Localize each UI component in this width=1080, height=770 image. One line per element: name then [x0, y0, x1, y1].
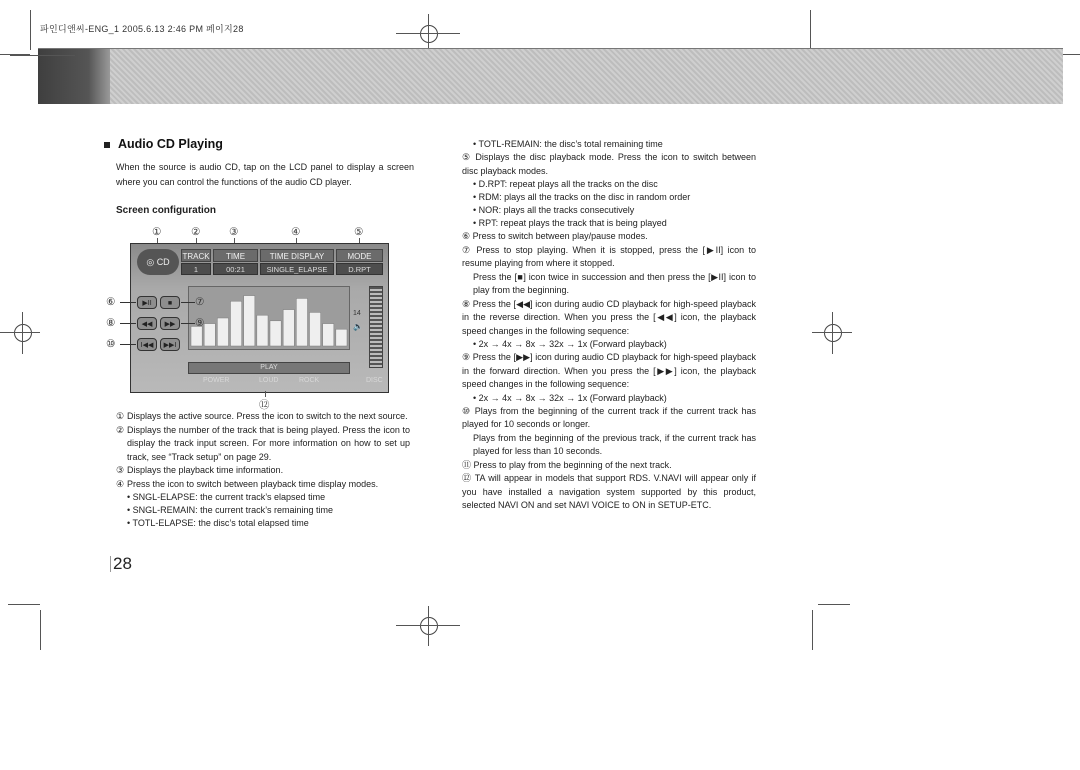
registration-line — [0, 332, 40, 333]
speed-sequence: • 2x → 4x → 8x → 32x → 1x (Forward playback) — [473, 392, 667, 403]
item-7-detail: Press the [■] icon twice in succession and then press the [▶II] icon to play from the beginning. — [473, 271, 756, 295]
cd-player-screen — [130, 243, 389, 393]
list-item — [116, 478, 410, 492]
item-8: ⑧ Press the [◀◀] icon during audio CD playback for high-speed playback in the reverse direction. When you press the [◀◀] icon, the playback speed changes in the following sequence: — [462, 298, 756, 336]
source-label: CD — [156, 257, 170, 267]
left-item-list — [116, 410, 410, 530]
preset-loud[interactable]: LOUD — [259, 377, 279, 384]
bullet-item: • NOR: plays all the tracks consecutively — [473, 205, 635, 215]
bullet-item: • TOTL-ELAPSE: the disc’s total elapsed time — [127, 518, 309, 528]
callout-6: ⑥ — [106, 296, 116, 308]
callout-7: ⑦ — [195, 296, 205, 308]
callout-4: ④ — [291, 226, 301, 238]
eq-bar — [217, 318, 228, 346]
bullet-item: • RPT: repeat plays the track that is being played — [473, 218, 667, 228]
previous-track-button[interactable]: I◀◀ — [137, 338, 157, 351]
item-9: ⑨ Press the [▶▶] icon during audio CD playback for high-speed playback in the forward direction. When you press the [▶▶] icon, the playback speed changes in the following sequence: — [462, 352, 756, 389]
crop-mark — [30, 10, 31, 50]
bullet-list — [462, 178, 756, 230]
equalizer-display — [188, 286, 350, 350]
mode-value: D.RPT — [336, 263, 383, 275]
callout-1: ① — [152, 226, 162, 238]
list-item — [116, 464, 410, 478]
bullet-list — [116, 491, 410, 530]
callout-12: ⑫ — [259, 399, 270, 411]
bullet-item: • TOTL-REMAIN: the disc’s total remaining time — [473, 139, 663, 149]
registration-mark-icon — [14, 324, 32, 342]
speed-sequence: • 2x → 4x → 8x → 32x → 1x (Forward playback) — [473, 339, 667, 349]
crop-mark — [818, 604, 850, 605]
item-12: ⑫ TA will appear in models that support RDS. V.NAVI will appear only if you have installed a navigation system supported by this product, selected NAVI ON and set NAVI VOICE to ON in SETUP-ETC. — [462, 473, 756, 510]
item-number: ④ — [116, 478, 125, 489]
tab-mode[interactable]: MODE — [336, 249, 383, 262]
eq-bar — [336, 329, 347, 346]
print-header: 파인디앤씨-ENG_1 2005.6.13 2:46 PM 페이지28 — [40, 24, 244, 34]
item-text: Displays the playback time information. — [127, 465, 284, 475]
section-title-text: Audio CD Playing — [118, 137, 223, 151]
item-text: Displays the number of the track that is being played. Press the icon to display the track input screen. For more information on how to set up track, see “Track setup” on page 29. — [127, 424, 410, 462]
registration-line — [832, 312, 833, 354]
item-6: ⑥ Press to switch between play/pause modes. — [462, 231, 648, 241]
speaker-icon: 🔈 — [353, 322, 363, 331]
equalizer-bars — [189, 287, 349, 349]
crop-mark — [810, 10, 811, 50]
bullet-item: • D.RPT: repeat plays all the tracks on the disc — [473, 179, 658, 189]
bullet-item: • SNGL-ELAPSE: the current track’s elapsed time — [127, 492, 326, 502]
item-number: ③ — [116, 465, 125, 475]
callout-2: ② — [191, 226, 201, 238]
item-number: ② — [116, 424, 125, 435]
preset-disc[interactable]: DISC — [366, 377, 383, 384]
item-number: ① — [116, 411, 125, 421]
callout-line — [181, 302, 195, 303]
fast-forward-button[interactable]: ▶▶ — [160, 317, 180, 330]
registration-mark-icon — [420, 25, 438, 43]
page-number: 28 — [113, 554, 132, 573]
banner-dark-block — [38, 49, 110, 104]
stop-button[interactable]: ■ — [160, 296, 180, 309]
section-title — [104, 137, 223, 151]
eq-bar — [270, 321, 281, 346]
registration-mark-icon — [824, 324, 842, 342]
track-value: 1 — [181, 263, 211, 275]
callout-10: ⑩ — [106, 338, 116, 350]
item-text: Displays the active source. Press the icon to switch to the next source. — [127, 411, 408, 421]
volume-value: 14 — [353, 310, 361, 317]
registration-line — [428, 606, 429, 646]
eq-bar — [283, 310, 294, 346]
list-item — [116, 410, 410, 424]
eq-bar — [310, 312, 321, 346]
tab-time[interactable]: TIME — [213, 249, 258, 262]
callout-8: ⑧ — [106, 317, 116, 329]
item-5: ⑤ Displays the disc playback mode. Press the icon to switch between disc playback modes. — [462, 152, 756, 176]
banner-rule — [10, 55, 75, 56]
eq-bar — [231, 301, 242, 346]
preset-power[interactable]: POWER — [203, 377, 230, 384]
item-text: Press the icon to switch between playback time display modes. — [127, 478, 379, 489]
page-banner — [38, 48, 1063, 104]
rewind-button[interactable]: ◀◀ — [137, 317, 157, 330]
item-10: ⑩ Plays from the beginning of the current track if the current track has played for 10 seconds or longer. — [462, 405, 756, 429]
preset-rock[interactable]: ROCK — [299, 377, 320, 384]
callout-line — [120, 323, 136, 324]
list-item — [116, 424, 410, 465]
page-number-rule — [110, 556, 111, 572]
callout-9: ⑨ — [195, 317, 205, 329]
eq-bar — [296, 298, 307, 346]
bullet-square-icon — [104, 142, 110, 148]
source-cd-button[interactable] — [137, 249, 179, 275]
item-7: ⑦ Press to stop playing. When it is stopped, press the [▶II] icon to resume playing from where it stopped. — [462, 244, 756, 268]
play-pause-button[interactable]: ▶II — [137, 296, 157, 309]
eq-bar — [257, 315, 268, 346]
callout-line — [181, 323, 195, 324]
next-track-button[interactable]: ▶▶I — [160, 338, 180, 351]
item-11: ⑪ Press to play from the beginning of the next track. — [462, 459, 672, 470]
bullet-item: • SNGL-REMAIN: the current track’s remaining time — [127, 505, 334, 515]
time-value: 00:21 — [213, 263, 258, 275]
crop-mark — [812, 610, 813, 650]
registration-line — [22, 312, 23, 354]
play-status: PLAY — [188, 362, 350, 374]
screen-config-subtitle: Screen configuration — [116, 205, 217, 216]
callout-5: ⑤ — [354, 226, 364, 238]
callout-line — [120, 302, 136, 303]
eq-bar — [204, 324, 215, 346]
callout-line — [120, 344, 136, 345]
bullet-item: • RDM: plays all the tracks on the disc in random order — [473, 192, 691, 202]
callout-3: ③ — [229, 226, 239, 238]
intro-paragraph: When the source is audio CD, tap on the LCD panel to display a screen where you can control the functions of the audio CD player. — [116, 162, 414, 187]
volume-slider[interactable] — [369, 286, 383, 368]
eq-bar — [323, 324, 334, 346]
tab-track[interactable]: TRACK — [181, 249, 211, 262]
eq-bar — [244, 296, 255, 346]
right-column — [462, 138, 756, 513]
time-display-value: SINGLE_ELAPSE — [260, 263, 334, 275]
cd-disc-icon: ◎ — [146, 257, 155, 267]
item-10-detail: Plays from the beginning of the previous track, if the current track has played for less than 10 seconds. — [473, 432, 756, 456]
tab-time-display[interactable]: TIME DISPLAY — [260, 249, 334, 262]
registration-mark-icon — [420, 617, 438, 635]
crop-mark — [8, 604, 40, 605]
crop-mark — [40, 610, 41, 650]
eq-bar — [191, 326, 202, 346]
